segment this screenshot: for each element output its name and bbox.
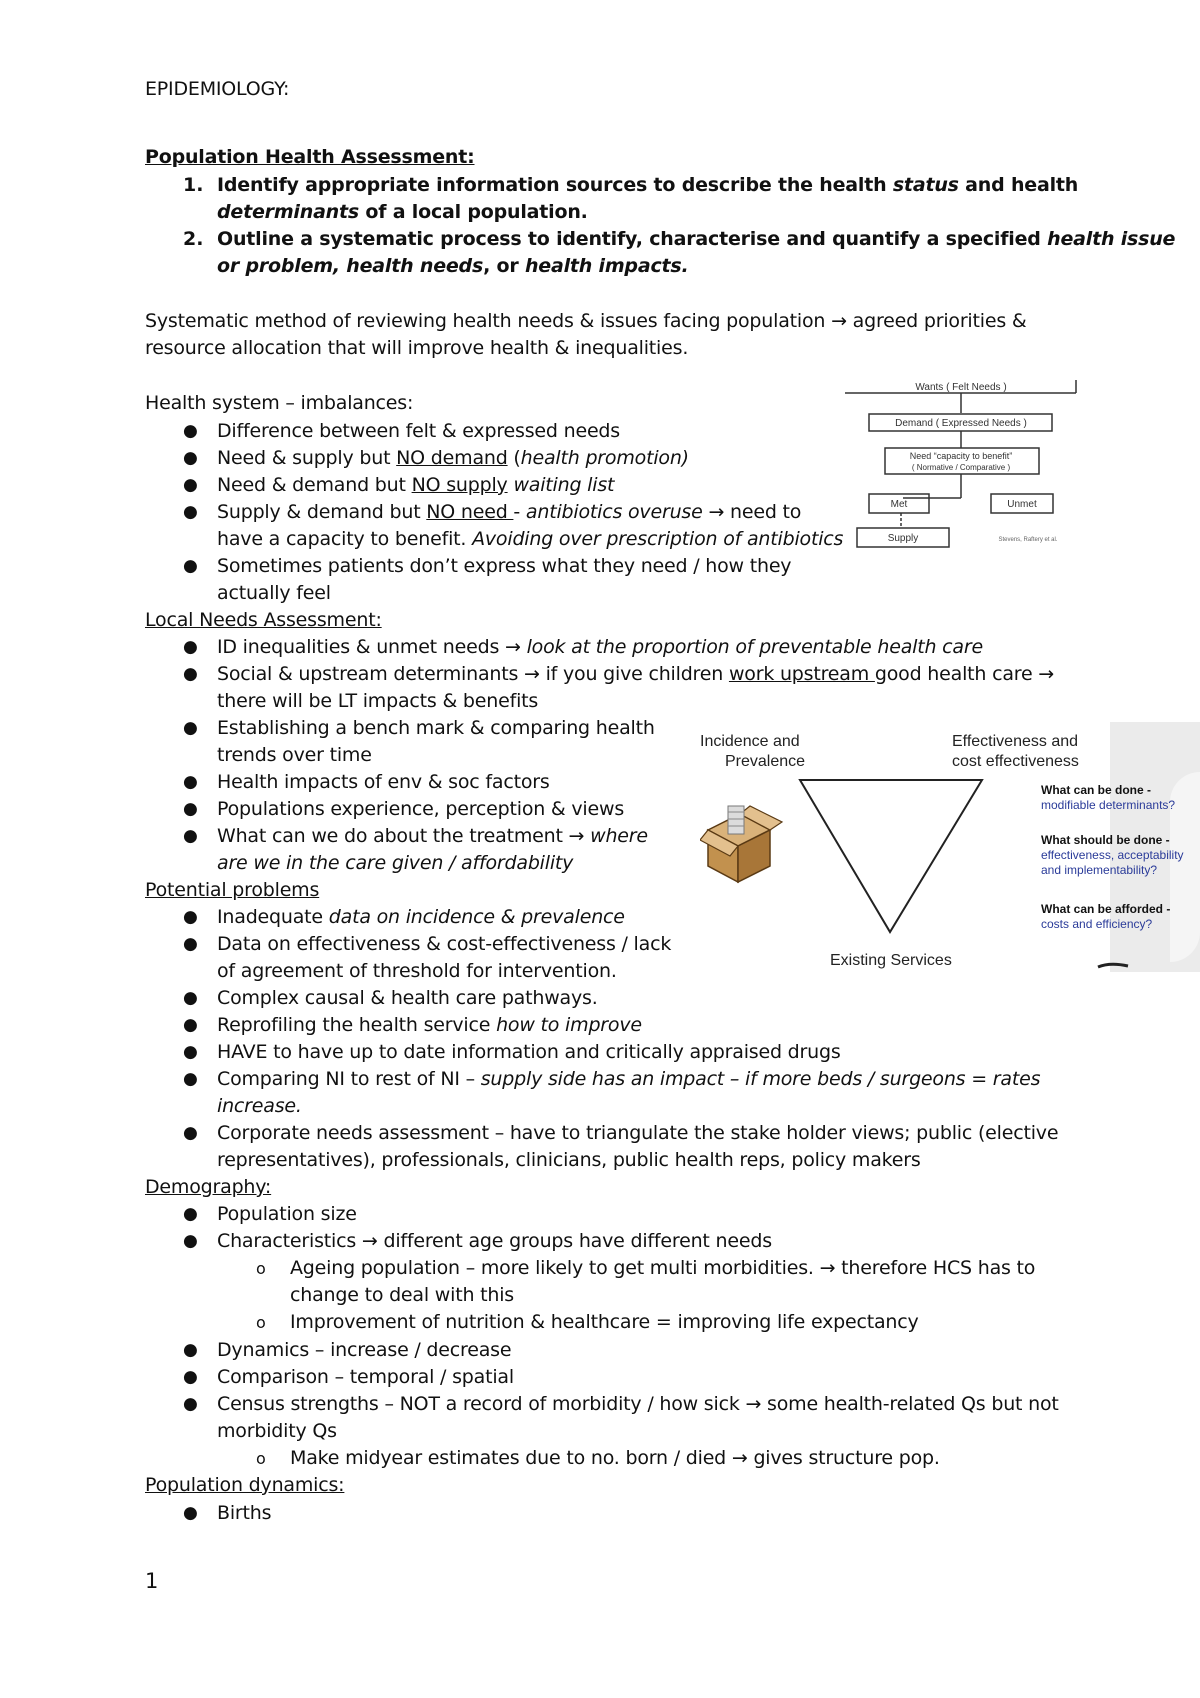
needs-flowchart <box>843 378 1083 556</box>
question-3-detail: costs and efficiency? <box>1041 917 1153 931</box>
list-item: Supply & demand but NO need - antibiotics overuse → need to <box>217 501 802 523</box>
bullet-icon: ● <box>183 1042 198 1062</box>
list-item: Establishing a bench mark & comparing health <box>217 717 655 739</box>
pha-item-1-line-1: Identify appropriate information sources to describe the health status and health <box>217 174 1079 196</box>
bullet-icon: ● <box>183 988 198 1008</box>
list-item-continuation: have a capacity to benefit. Avoiding over prescription of antibiotics <box>217 528 844 550</box>
list-item: Characteristics → different age groups have different needs <box>217 1230 772 1252</box>
list-item: What can we do about the treatment → where <box>217 825 648 847</box>
question-2-detail: effectiveness, acceptability <box>1041 848 1184 862</box>
list-item-continuation: representatives), professionals, clinicians, public health reps, policy makers <box>217 1149 921 1171</box>
bullet-icon: ● <box>183 772 198 792</box>
list-item: Census strengths – NOT a record of morbidity / how sick → some health-related Qs but not <box>217 1393 1059 1415</box>
bullet-icon: ● <box>183 421 198 441</box>
bullet-icon: ● <box>183 664 198 684</box>
sub-bullet-icon: o <box>256 1259 266 1278</box>
section-heading-pha: Population Health Assessment: <box>145 146 475 168</box>
bullet-icon: ● <box>183 502 198 522</box>
local-needs-heading: Local Needs Assessment: <box>145 609 382 631</box>
unmet-label: Unmet <box>1007 499 1037 510</box>
bullet-icon: ● <box>183 1340 198 1360</box>
list-item: Corporate needs assessment – have to triangulate the stake holder views; public (elective <box>217 1122 1059 1144</box>
list-item: Births <box>217 1502 272 1524</box>
bullet-icon: ● <box>183 907 198 927</box>
effectiveness-label: Effectiveness and <box>952 733 1079 750</box>
question-2-detail-2: and implementability? <box>1041 863 1158 877</box>
demography-heading: Demography: <box>145 1176 272 1198</box>
sub-list-item: Ageing population – more likely to get multi morbidities. → therefore HCS has to <box>290 1257 1036 1279</box>
pha-item-1-line-2: determinants of a local population. <box>217 201 588 223</box>
list-item: Difference between felt & expressed needs <box>217 420 620 442</box>
list-item: Need & demand but NO supply waiting list <box>217 474 615 496</box>
problems-heading: Potential problems <box>145 879 320 901</box>
needs-triangle-diagram <box>700 722 1200 980</box>
list-item-continuation: increase. <box>217 1095 302 1117</box>
met-label: Met <box>890 499 908 510</box>
bullet-icon: ● <box>183 1069 198 1089</box>
list-item: Inadequate data on incidence & prevalence <box>217 906 625 928</box>
list-item-continuation: there will be LT impacts & benefits <box>217 690 539 712</box>
page-title: EPIDEMIOLOGY: <box>145 78 290 100</box>
bullet-icon: ● <box>183 826 198 846</box>
list-item: Health impacts of env & soc factors <box>217 771 550 793</box>
box-icon <box>700 806 782 882</box>
sub-list-item: Improvement of nutrition & healthcare = improving life expectancy <box>290 1311 919 1333</box>
list-number: 1. <box>183 174 204 196</box>
list-item: Complex causal & health care pathways. <box>217 987 598 1009</box>
bullet-icon: ● <box>183 1503 198 1523</box>
prevalence-label: Prevalence <box>725 753 806 770</box>
incidence-label: Incidence and <box>700 733 800 750</box>
sub-list-item: Make midyear estimates due to no. born / died → gives structure pop. <box>290 1447 940 1469</box>
bullet-icon: ● <box>183 718 198 738</box>
bullet-icon: ● <box>183 1123 198 1143</box>
list-item-continuation: actually feel <box>217 582 331 604</box>
pha-item-2-line-2: or problem, health needs, or health impacts. <box>217 255 689 277</box>
bullet-icon: ● <box>183 934 198 954</box>
question-3-title: What can be afforded - <box>1041 902 1171 916</box>
bullet-icon: ● <box>183 637 198 657</box>
list-item: Need & supply but NO demand (health promotion) <box>217 447 689 469</box>
bullet-icon: ● <box>183 1394 198 1414</box>
need-label: Need “capacity to benefit” <box>909 451 1013 461</box>
bullet-icon: ● <box>183 556 198 576</box>
bullet-icon: ● <box>183 1367 198 1387</box>
list-item-continuation: trends over time <box>217 744 372 766</box>
question-1-detail: modifiable determinants? <box>1041 798 1176 812</box>
list-item: Dynamics – increase / decrease <box>217 1339 512 1361</box>
page-number: 1 <box>145 1569 159 1593</box>
bullet-icon: ● <box>183 1015 198 1035</box>
wants-label: Wants ( Felt Needs ) <box>915 382 1007 393</box>
bullet-icon: ● <box>183 448 198 468</box>
supply-label: Supply <box>887 533 919 544</box>
list-item-continuation: of agreement of threshold for intervention. <box>217 960 617 982</box>
list-item: HAVE to have up to date information and critically appraised drugs <box>217 1041 841 1063</box>
list-item-continuation: are we in the care given / affordability <box>217 852 574 874</box>
list-item: ID inequalities & unmet needs → look at the proportion of preventable health care <box>217 636 983 658</box>
sub-list-item-continuation: change to deal with this <box>290 1284 515 1306</box>
inverted-triangle <box>800 780 982 932</box>
existing-services-label: Existing Services <box>830 952 952 969</box>
list-item: Reprofiling the health service how to improve <box>217 1014 642 1036</box>
list-item: Sometimes patients don’t express what they need / how they <box>217 555 792 577</box>
list-item: Populations experience, perception & views <box>217 798 625 820</box>
list-item: Data on effectiveness & cost-effectiveness / lack <box>217 933 672 955</box>
list-number: 2. <box>183 228 204 250</box>
question-1-title: What can be done - <box>1041 783 1152 797</box>
question-2-title: What should be done - <box>1041 833 1170 847</box>
list-item: Population size <box>217 1203 357 1225</box>
bullet-icon: ● <box>183 475 198 495</box>
bullet-icon: ● <box>183 799 198 819</box>
list-item: Comparing NI to rest of NI – supply side has an impact – if more beds / surgeons = rates <box>217 1068 1041 1090</box>
intro-line-1: Systematic method of reviewing health needs & issues facing population → agreed priorities & <box>145 310 1027 332</box>
sub-bullet-icon: o <box>256 1313 266 1332</box>
cost-effectiveness-label: cost effectiveness <box>952 753 1079 770</box>
pha-item-2-line-1: Outline a systematic process to identify, characterise and quantify a specified health issue <box>217 228 1176 250</box>
flowchart-credit: Stevens, Raftery et al. <box>998 537 1058 543</box>
list-item: Social & upstream determinants → if you give children work upstream good health care → <box>217 663 1055 685</box>
intro-line-2: resource allocation that will improve health & inequalities. <box>145 337 689 359</box>
bullet-icon: ● <box>183 1204 198 1224</box>
need-sublabel: ( Normative / Comparative ) <box>911 463 1011 472</box>
population-dynamics-heading: Population dynamics: <box>145 1474 345 1496</box>
sub-bullet-icon: o <box>256 1449 266 1468</box>
list-item: Comparison – temporal / spatial <box>217 1366 514 1388</box>
list-item-continuation: morbidity Qs <box>217 1420 337 1442</box>
health-system-heading: Health system – imbalances: <box>145 392 414 414</box>
demand-label: Demand ( Expressed Needs ) <box>895 418 1027 429</box>
bullet-icon: ● <box>183 1231 198 1251</box>
